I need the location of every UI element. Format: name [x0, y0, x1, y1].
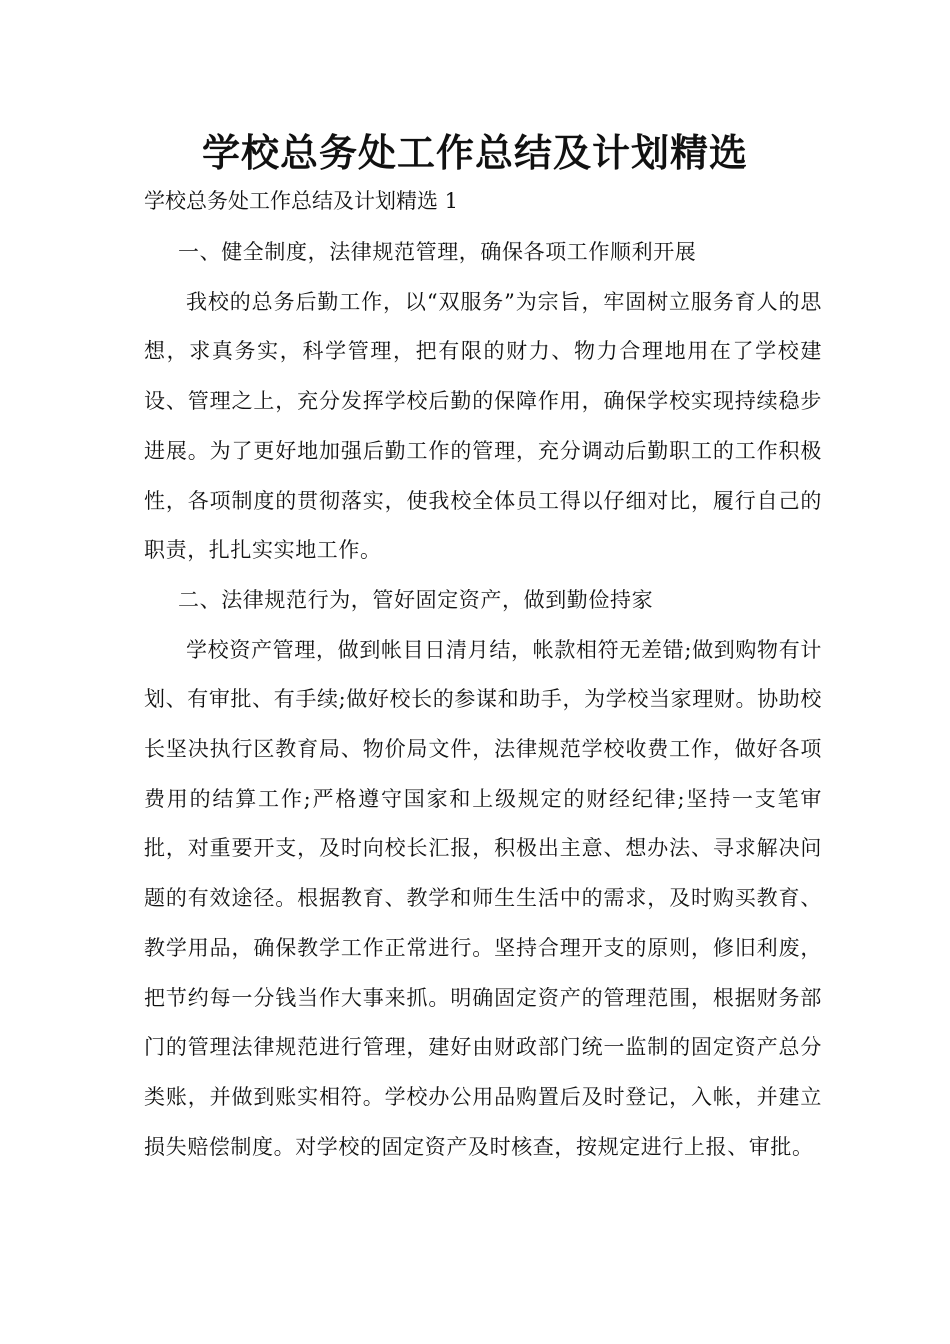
document-subtitle: 学校总务处工作总结及计划精选 1 — [144, 189, 459, 213]
section-paragraph-2: 学校资产管理，做到帐目日清月结，帐款相符无差错;做到购物有计划、有审批、有手续;做好校长的参谋和助手，为学校当家理财。协助校长坚决执行区教育局、物价局文件，法律规范学校收费工作，做好各项费用的结算工作;严格遵守国家和上级规定的财经纪律;坚持一支笔审批，对重要开支，及时向校长汇报，积极出主意、想办法、寻求解决问题的有效途径。根据教育、教学和师生生活中的需求，及时购买教育、教学用品，确保教学工作正常进行。坚持合理开支的原则，修旧利废，把节约每一分钱当作大事来抓。明确固定资产的管理范围，根据财务部门的管理法律规范进行管理，建好由财政部门统一监制的固定资产总分类账，并做到账实相符。学校办公用品购置后及时登记，入帐，并建立损失赔偿制度。对学校的固定资产及时核查，按规定进行上报、审批。 — [144, 637, 822, 1159]
document-body — [144, 228, 822, 1172]
section-heading-1: 一、健全制度，法律规范管理，确保各项工作顺利开展 — [178, 240, 697, 264]
section-paragraph-1: 我校的总务后勤工作，以“双服务”为宗旨，牢固树立服务育人的思想，求真务实，科学管理，把有限的财力、物力合理地用在了学校建设、管理之上，充分发挥学校后勤的保障作用，确保学校实现持续稳步进展。为了更好地加强后勤工作的管理，充分调动后勤职工的工作积极性，各项制度的贯彻落实，使我校全体员工得以仔细对比，履行自己的职责，扎扎实实地工作。 — [144, 289, 822, 563]
document-title: 学校总务处工作总结及计划精选 — [201, 130, 748, 175]
section-heading-2: 二、法律规范行为，管好固定资产，做到勤俭持家 — [178, 587, 654, 612]
